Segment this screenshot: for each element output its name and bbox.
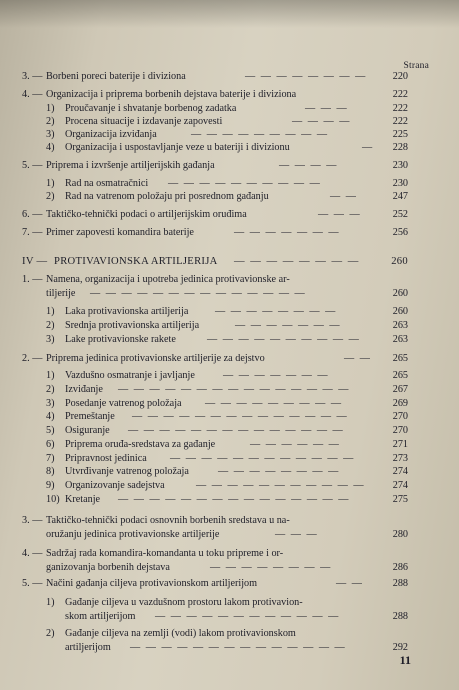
toc-entry-page: 222: [392, 116, 408, 127]
toc-entry: [0, 227, 408, 239]
toc-entry-number: 1): [46, 103, 55, 114]
toc-leader-dashes: — — — — — — —: [223, 370, 330, 381]
toc-entry-number: 3): [46, 398, 55, 409]
toc-entry-number: 2): [46, 320, 55, 331]
toc-leader-dashes: — — —: [305, 103, 349, 114]
toc-entry-number: 10): [46, 494, 60, 505]
toc-entry: [0, 611, 408, 623]
toc-entry-number: 2): [46, 116, 55, 127]
toc-leader-dashes: — — — — — — — —: [234, 256, 360, 267]
toc-entry-page: 263: [392, 334, 408, 345]
toc-entry: [0, 129, 408, 141]
toc-entry-number: 9): [46, 480, 55, 491]
toc-leader-dashes: — — — — — — — — — — — — — — —: [118, 494, 350, 505]
toc-leader-dashes: — — — —: [292, 116, 351, 127]
toc-entry-page: 252: [392, 209, 408, 220]
toc-entry-page: 280: [392, 529, 408, 540]
toc-entry-title: Rad na osmatračnici: [65, 178, 149, 189]
toc-entry-number: 7. —: [22, 227, 43, 238]
toc-entry: [0, 466, 408, 478]
toc-entry-page: 230: [392, 178, 408, 189]
toc-entry-title: Kretanje: [65, 494, 101, 505]
toc-entry: [0, 306, 408, 318]
toc-entry-title: Vazdušno osmatranje i javljanje: [65, 370, 195, 381]
toc-entry: [0, 642, 408, 654]
toc-entry-page: 271: [392, 439, 408, 450]
toc-entry-number: 5. —: [22, 578, 43, 589]
toc-entry-page: 265: [392, 353, 408, 364]
toc-entry-page: 222: [392, 103, 408, 114]
toc-entry: [0, 628, 388, 640]
toc-entry-page: 274: [392, 466, 408, 477]
toc-entry: [0, 439, 408, 451]
toc-entry-title: Organizacija i uspostavljanje veze u bateriji i divizionu: [65, 142, 290, 153]
toc-entry-number: 5): [46, 425, 55, 436]
toc-leader-dashes: — — — — — — — —: [245, 71, 367, 82]
toc-leader-dashes: — —: [330, 191, 358, 202]
toc-entry-number: 2): [46, 191, 55, 202]
toc-entry-page: 260: [392, 288, 408, 299]
toc-entry-page: 286: [392, 562, 408, 573]
toc-entry-page: 263: [392, 320, 408, 331]
toc-leader-dashes: — — — — — — — — — — — — — —: [132, 411, 349, 422]
toc-entry-title: Priprema jedinica protivavionske artiljerije za dejstvo: [46, 353, 265, 364]
toc-entry: [0, 480, 408, 492]
toc-entry: [0, 597, 388, 609]
toc-entry: [0, 116, 408, 128]
toc-leader-dashes: — — — — — — — —: [215, 306, 337, 317]
toc-leader-dashes: — — — — — —: [250, 439, 341, 450]
toc-entry-page: 247: [392, 191, 408, 202]
toc-entry: [0, 191, 408, 203]
toc-entry: [0, 411, 408, 423]
toc-entry-page: 274: [392, 480, 408, 491]
toc-entry-page: 220: [392, 71, 408, 82]
toc-entry-number: 2): [46, 384, 55, 395]
toc-leader-dashes: — — — — — — — — — —: [207, 334, 361, 345]
toc-leader-dashes: — — — — — — — — — — —: [196, 480, 366, 491]
toc-leader-dashes: — — — —: [279, 160, 338, 171]
toc-entry-title: Načini gađanja ciljeva protivavionskom artiljerijom: [46, 578, 258, 589]
toc-entry-number: IV —: [22, 256, 48, 267]
toc-entry-title: Lake protivavionske rakete: [65, 334, 176, 345]
toc-entry-title: Organizovanje sadejstva: [65, 480, 165, 491]
toc-entry-page: 230: [392, 160, 408, 171]
toc-entry: [0, 103, 408, 115]
toc-entry-page: 225: [392, 129, 408, 140]
toc-entry: [0, 160, 408, 172]
toc-entry-page: 292: [392, 642, 408, 653]
toc-entry: [0, 71, 408, 83]
toc-entry-title: Taktičko-tehnički podaci o artiljerijskim oruđima: [46, 209, 247, 220]
toc-entry-number: 4): [46, 142, 55, 153]
toc-entry: [0, 274, 388, 286]
toc-entry-title: Utvrđivanje vatrenog položaja: [65, 466, 189, 477]
toc-entry: [0, 578, 408, 590]
column-header-strana: Strana: [403, 61, 429, 71]
toc-entry-page: 265: [392, 370, 408, 381]
toc-entry-number: 4): [46, 411, 55, 422]
toc-entry-number: 3): [46, 129, 55, 140]
toc-entry-page: 270: [392, 425, 408, 436]
toc-leader-dashes: —: [362, 142, 374, 153]
toc-entry-number: 1): [46, 178, 55, 189]
toc-entry-title: ganizovanja borbenih dejstava: [46, 562, 170, 573]
toc-entry-number: 1. —: [22, 274, 43, 285]
toc-entry: [0, 353, 408, 365]
toc-entry: [0, 548, 388, 560]
page-shadow: [0, 0, 459, 28]
toc-entry: [0, 142, 408, 154]
toc-leader-dashes: — — — — — — — — — — — — — —: [128, 425, 345, 436]
toc-entry-title: Primer zapovesti komandira baterije: [46, 227, 194, 238]
toc-entry-title: Izviđanje: [65, 384, 103, 395]
toc-entry-page: 269: [392, 398, 408, 409]
toc-leader-dashes: — — — — — — — — — — — — — —: [130, 642, 347, 653]
toc-entry-title: Proučavanje i shvatanje borbenog zadatka: [65, 103, 237, 114]
toc-entry: [0, 320, 408, 332]
toc-entry: [0, 425, 408, 437]
toc-entry: [0, 209, 408, 221]
toc-entry-title: Srednja protivavionska artiljerija: [65, 320, 200, 331]
toc-entry-page: 260: [391, 256, 408, 267]
toc-entry-number: 3): [46, 334, 55, 345]
toc-entry-title: Posedanje vatrenog položaja: [65, 398, 182, 409]
toc-entry-title: artiljerijom: [65, 642, 111, 653]
toc-entry-number: 7): [46, 453, 55, 464]
toc-entry-title: Rad na vatrenom položaju pri posrednom gađanju: [65, 191, 269, 202]
toc-entry: [0, 494, 408, 506]
toc-leader-dashes: — — — — — — — — — — — — — —: [90, 288, 307, 299]
toc-entry-title: Borbeni poreci baterije i diviziona: [46, 71, 186, 82]
toc-entry: [0, 370, 408, 382]
toc-entry: [0, 529, 408, 541]
toc-entry: [0, 288, 408, 300]
toc-entry-title: oružanju jedinica protivavionske artiljerije: [46, 529, 220, 540]
toc-leader-dashes: — — — — — — — —: [218, 466, 340, 477]
toc-entry-title: Gađanje ciljeva u vazdušnom prostoru lakom protivavion-: [65, 597, 303, 608]
toc-entry-number: 8): [46, 466, 55, 477]
toc-entry-number: 3. —: [22, 515, 43, 526]
toc-entry-title: Organizacija izviđanja: [65, 129, 157, 140]
toc-entry-title: Organizacija i priprema borbenih dejstava baterije i diviziona: [46, 89, 297, 100]
toc-entry-number: 2. —: [22, 353, 43, 364]
toc-leader-dashes: — — —: [275, 529, 319, 540]
toc-entry-title: Sadržaj rada komandira-komandanta u toku pripreme i or-: [46, 548, 284, 559]
toc-entry-page: 288: [392, 611, 408, 622]
toc-entry-title: skom artiljerijom: [65, 611, 136, 622]
toc-entry-title: Procena situacije i izdavanje zapovesti: [65, 116, 223, 127]
toc-entry-title: Gađanje ciljeva na zemlji (vodi) lakom protivavionskom: [65, 628, 296, 639]
toc-entry-number: 6. —: [22, 209, 43, 220]
toc-leader-dashes: — — — — — — — — — — — — — — —: [118, 384, 350, 395]
toc-entry-title: Priprema oruđa-sredstava za gađanje: [65, 439, 216, 450]
toc-entry-number: 5. —: [22, 160, 43, 171]
toc-entry-number: 4. —: [22, 548, 43, 559]
toc-entry: [0, 562, 408, 574]
toc-leader-dashes: — — — — — — —: [235, 320, 342, 331]
toc-leader-dashes: — — — — — — — — — — — —: [155, 611, 340, 622]
toc-leader-dashes: — —: [336, 578, 364, 589]
toc-entry-title: Priprema i izvršenje artiljerijskih gađanja: [46, 160, 215, 171]
toc-leader-dashes: — — — — — — — —: [210, 562, 332, 573]
toc-entry-title: Taktičko-tehnički podaci osnovnih borbenih sredstava u na-: [46, 515, 290, 526]
toc-entry-title: Namena, organizacija i upotreba jedinica protivavionske ar-: [46, 274, 290, 285]
toc-entry-title: PROTIVAVIONSKA ARTILJERIJA: [54, 256, 218, 267]
page-number: 11: [399, 653, 411, 667]
toc-entry: [0, 256, 408, 268]
toc-entry-title: Laka protivavionska artiljerija: [65, 306, 189, 317]
toc-entry: [0, 334, 408, 346]
toc-entry: [0, 89, 408, 101]
toc-leader-dashes: — — —: [318, 209, 362, 220]
toc-entry-page: 288: [392, 578, 408, 589]
toc-entry-page: 273: [392, 453, 408, 464]
toc-entry-number: 1): [46, 306, 55, 317]
toc-leader-dashes: — — — — — — — — —: [191, 129, 329, 140]
toc-entry-title: Premeštanje: [65, 411, 115, 422]
toc-entry-page: 228: [392, 142, 408, 153]
toc-entry-number: 2): [46, 628, 55, 639]
toc-entry-number: 6): [46, 439, 55, 450]
toc-entry-number: 4. —: [22, 89, 43, 100]
toc-entry-page: 275: [392, 494, 408, 505]
toc-entry-title: Pripravnost jedinica: [65, 453, 147, 464]
toc-entry: [0, 178, 408, 190]
toc-leader-dashes: — — — — — — —: [234, 227, 341, 238]
toc-entry: [0, 384, 408, 396]
toc-leader-dashes: — — — — — — — — — — — —: [170, 453, 355, 464]
toc-entry-number: 3. —: [22, 71, 43, 82]
toc-entry-number: 1): [46, 597, 55, 608]
toc-entry-page: 267: [392, 384, 408, 395]
toc-leader-dashes: — —: [344, 353, 372, 364]
toc-entry-page: 270: [392, 411, 408, 422]
toc-entry: [0, 398, 408, 410]
toc-entry: [0, 515, 388, 527]
toc-entry-title: tiljerije: [46, 288, 76, 299]
toc-leader-dashes: — — — — — — — — —: [205, 398, 343, 409]
toc-entry-title: Osiguranje: [65, 425, 110, 436]
toc-entry-page: 260: [392, 306, 408, 317]
toc-leader-dashes: — — — — — — — — — —: [168, 178, 322, 189]
toc-entry: [0, 453, 408, 465]
toc-entry-page: 222: [392, 89, 408, 100]
toc-entry-number: 1): [46, 370, 55, 381]
toc-entry-page: 256: [392, 227, 408, 238]
